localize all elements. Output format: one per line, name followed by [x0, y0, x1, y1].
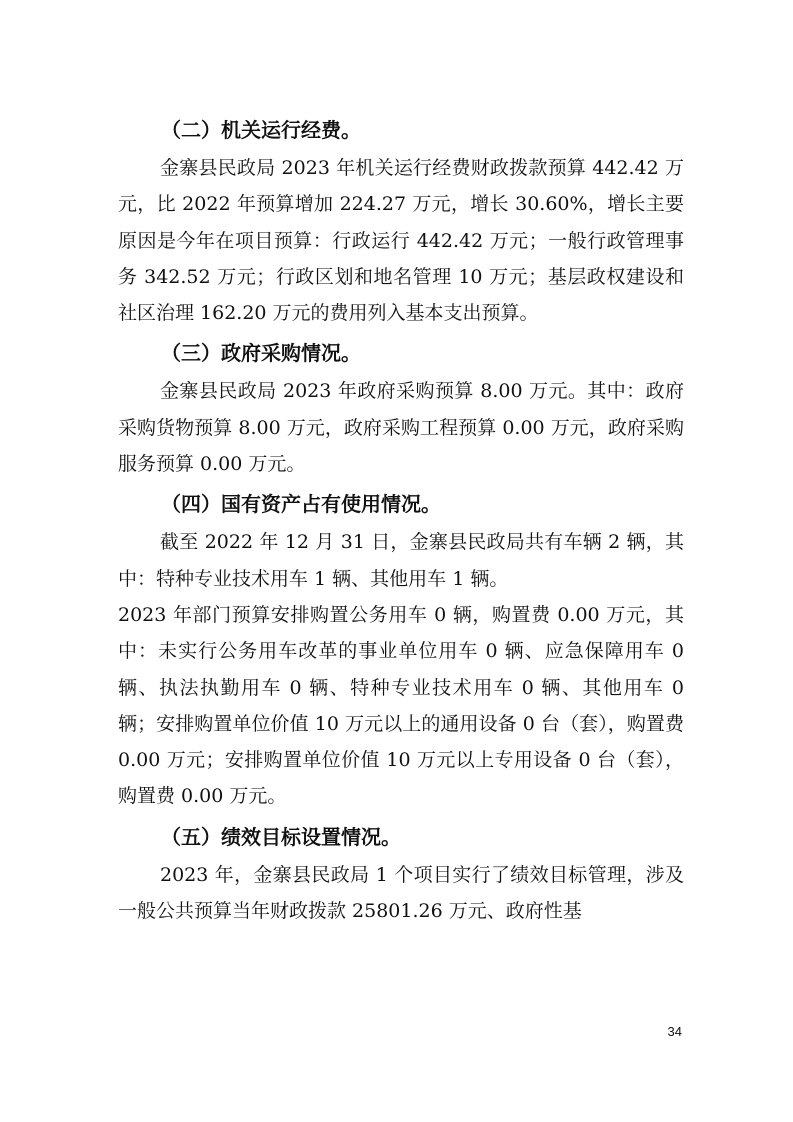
page-number: 34	[667, 1024, 682, 1039]
paragraph-performance-goals: 2023 年，金寨县民政局 1 个项目实行了绩效目标管理，涉及一般公共预算当年财政拨款 25801.26 万元、政府性基	[118, 863, 684, 923]
paragraph-vehicles-held: 截至 2022 年 12 月 31 日，金寨县民政局共有车辆 2 辆，其中：特种专业技术用车 1 辆、其他用车 1 辆。	[118, 531, 684, 590]
paragraph-vehicle-purchase: 2023 年部门预算安排购置公务用车 0 辆，购置费 0.00 万元，其中：未实行公务用车改革的事业单位用车 0 辆、应急保障用车 0 辆、执法执勤用车 0 辆、特种专业技术用车 0 辆、其他用车 0 辆；安排购置单位价值 10 万元以上的通用设备 0 台（套），购置费 0.00 万元；安排购置单位价值 10 万元以上专用设备 0 台（套），购置费 0.00 万元。	[118, 603, 684, 808]
section-heading-performance-goals: （五）绩效目标设置情况。	[161, 824, 401, 849]
document-body	[118, 110, 684, 929]
paragraph-operating-funds: 金寨县民政局 2023 年机关运行经费财政拨款预算 442.42 万元，比 2022 年预算增加 224.27 万元，增长 30.60%，增长主要原因是今年在项目预算：行政运行 442.42 万元；一般行政管理事务 342.52 万元；行政区划和地名管理 10 万元；基层政权建设和社区治理 162.20 万元的费用列入基本支出预算。	[118, 157, 684, 325]
paragraph-procurement: 金寨县民政局 2023 年政府采购预算 8.00 万元。其中：政府采购货物预算 8.00 万元，政府采购工程预算 0.00 万元，政府采购服务预算 0.00 万元。	[118, 380, 684, 476]
section-heading-operating-funds: （二）机关运行经费。	[161, 118, 361, 142]
section-heading-state-assets: （四）国有资产占有使用情况。	[161, 492, 441, 517]
section-heading-procurement: （三）政府采购情况。	[161, 341, 361, 366]
